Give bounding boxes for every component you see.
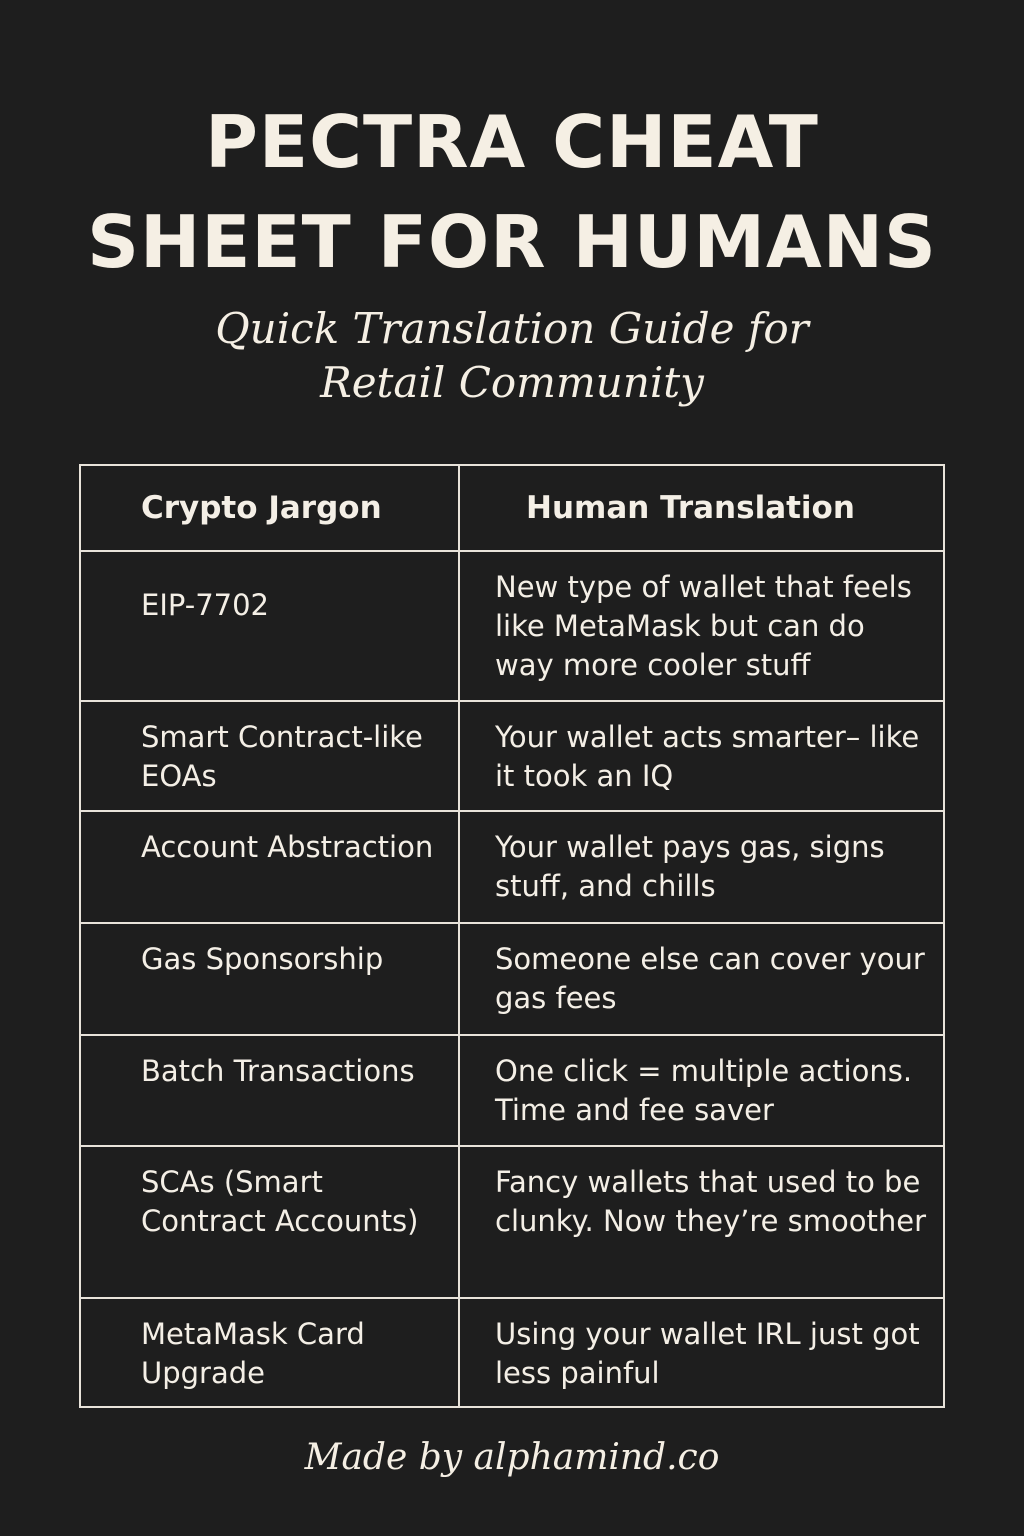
jargon-cell: SCAs (Smart Contract Accounts) bbox=[141, 1165, 419, 1238]
table-row bbox=[81, 700, 943, 810]
jargon-cell: Smart Contract-like EOAs bbox=[141, 720, 423, 793]
title-line-2: SHEET FOR HUMANS bbox=[87, 200, 937, 284]
title-line-1: PECTRA CHEAT bbox=[205, 100, 819, 184]
header-human-translation: Human Translation bbox=[458, 466, 943, 550]
page-title bbox=[0, 92, 1024, 292]
table-row bbox=[81, 810, 943, 922]
table-row bbox=[81, 922, 943, 1034]
table-row bbox=[81, 1145, 943, 1297]
page-subtitle bbox=[0, 302, 1024, 410]
table-row bbox=[81, 1297, 943, 1406]
translation-cell: Your wallet pays gas, signs stuff, and chills bbox=[458, 812, 943, 922]
subtitle-line-1: Quick Translation Guide for bbox=[215, 304, 809, 353]
jargon-cell: EIP-7702 bbox=[141, 588, 269, 622]
jargon-cell: Batch Transactions bbox=[141, 1054, 415, 1088]
jargon-cell: Account Abstraction bbox=[141, 830, 434, 864]
translation-table bbox=[79, 464, 945, 1408]
header-crypto-jargon: Crypto Jargon bbox=[141, 489, 382, 526]
translation-cell: Fancy wallets that used to be clunky. Now they’re smoother bbox=[458, 1147, 943, 1297]
translation-cell: Using your wallet IRL just got less painful bbox=[458, 1299, 943, 1406]
table-row bbox=[81, 550, 943, 700]
subtitle-line-2: Retail Community bbox=[320, 358, 704, 407]
table-header-row bbox=[81, 466, 943, 550]
jargon-cell: Gas Sponsorship bbox=[141, 942, 384, 976]
translation-cell: Your wallet acts smarter– like it took an IQ bbox=[458, 702, 943, 810]
footer-credit: Made by alphamind.co bbox=[304, 1437, 720, 1478]
translation-cell: Someone else can cover your gas fees bbox=[458, 924, 943, 1034]
jargon-cell: MetaMask Card Upgrade bbox=[141, 1317, 365, 1390]
translation-cell: New type of wallet that feels like MetaMask but can do way more cooler stuff bbox=[458, 552, 943, 700]
table-row bbox=[81, 1034, 943, 1145]
translation-cell: One click = multiple actions. Time and fee saver bbox=[458, 1036, 943, 1145]
